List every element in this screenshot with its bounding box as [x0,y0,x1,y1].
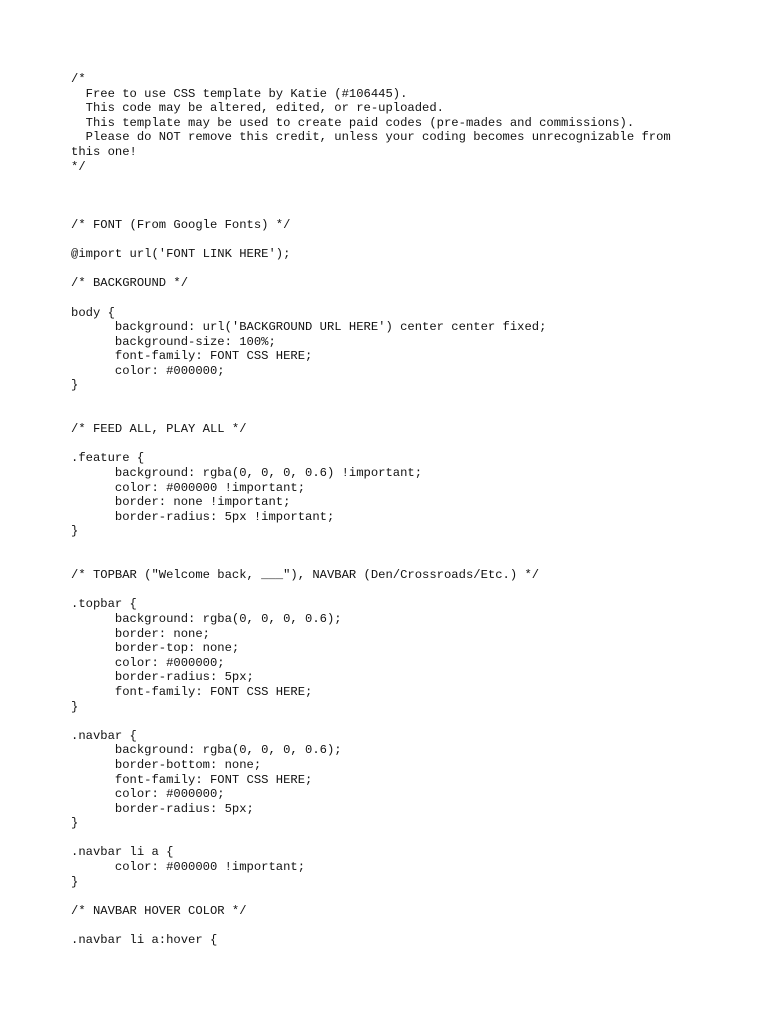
code-line: font-family: FONT CSS HERE; [71,349,313,364]
code-line: .topbar { [71,597,137,612]
blank-line [71,889,711,904]
code-line: Free to use CSS template by Katie (#106445). [71,86,408,101]
blank-line [71,539,711,554]
code-line: border: none; [71,626,210,641]
code-line: this one! [71,144,137,159]
blank-line [71,831,711,846]
code-line: } [71,816,79,831]
code-line: /* NAVBAR HOVER COLOR */ [71,903,247,918]
code-line: color: #000000; [71,787,225,802]
blank-line [71,714,711,729]
blank-line [71,174,711,189]
code-line: border-radius: 5px; [71,801,254,816]
code-line: border-radius: 5px !important; [71,509,335,524]
code-line: } [71,524,79,539]
code-line: font-family: FONT CSS HERE; [71,684,313,699]
code-line: /* TOPBAR ("Welcome back, ___"), NAVBAR (Den/Crossroads/Etc.) */ [71,568,540,583]
code-line: color: #000000 !important; [71,860,306,875]
code-line: This template may be used to create paid codes (pre-mades and commissions). [71,115,635,130]
code-line: .navbar li a { [71,845,174,860]
blank-line [71,583,711,598]
code-line: Please do NOT remove this credit, unless your coding becomes unrecognizable from [71,130,671,145]
code-line: border: none !important; [71,495,291,510]
code-line: } [71,874,79,889]
code-line: border-top: none; [71,641,240,656]
code-line: background: rgba(0, 0, 0, 0.6); [71,743,342,758]
code-line: @import url('FONT LINK HERE'); [71,247,291,262]
code-line: .feature { [71,451,145,466]
code-line: /* FONT (From Google Fonts) */ [71,217,291,232]
code-text-block [71,72,711,948]
code-line: color: #000000 !important; [71,480,306,495]
code-line: .navbar li a:hover { [71,933,218,948]
code-line: border-bottom: none; [71,757,262,772]
blank-line [71,437,711,452]
code-line: /* [71,72,86,86]
blank-line [71,393,711,408]
code-line: color: #000000; [71,655,225,670]
code-line: .navbar { [71,728,137,743]
code-line: /* BACKGROUND */ [71,276,189,291]
blank-line [71,233,711,248]
blank-line [71,554,711,569]
blank-line [71,262,711,277]
blank-line [71,408,711,423]
code-line: background: rgba(0, 0, 0, 0.6) !important; [71,466,423,481]
blank-line [71,291,711,306]
blank-line [71,918,711,933]
code-line: font-family: FONT CSS HERE; [71,772,313,787]
code-line: color: #000000; [71,363,225,378]
code-line: body { [71,305,115,320]
code-line: background-size: 100%; [71,334,276,349]
code-line: background: rgba(0, 0, 0, 0.6); [71,611,342,626]
code-line: /* FEED ALL, PLAY ALL */ [71,422,247,437]
code-line: } [71,699,79,714]
code-line: This code may be altered, edited, or re-uploaded. [71,101,444,116]
blank-line [71,189,711,204]
blank-line [71,203,711,218]
code-line: border-radius: 5px; [71,670,254,685]
code-line: */ [71,159,86,174]
code-line: } [71,378,79,393]
code-line: background: url('BACKGROUND URL HERE') center center fixed; [71,320,547,335]
